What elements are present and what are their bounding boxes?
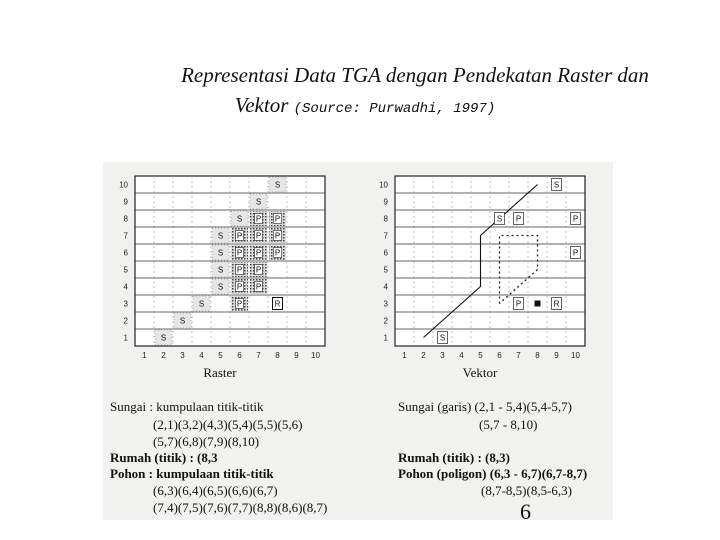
vektor-x-tick: 7 <box>516 351 521 360</box>
vektor-x-tick: 1 <box>402 351 407 360</box>
vektor-y-tick: 1 <box>383 333 388 343</box>
raster-cell-letter: P <box>255 214 262 224</box>
raster-y-tick: 9 <box>123 197 128 207</box>
vektor-y-tick: 7 <box>383 231 388 241</box>
raster-y-tick: 1 <box>123 333 128 343</box>
raster-x-tick: 1 <box>142 351 147 360</box>
raster-cell-letter: S <box>217 265 224 275</box>
vektor-label-letter: S <box>439 333 446 343</box>
vektor-x-tick: 2 <box>421 351 426 360</box>
raster-cell-letter: P <box>236 282 243 292</box>
vektor-x-tick: 5 <box>478 351 483 360</box>
raster-y-tick: 5 <box>123 265 128 275</box>
vektor-label-letter: S <box>553 180 560 190</box>
raster-cell-letter: S <box>179 316 186 326</box>
raster-cell-letter: P <box>236 299 243 309</box>
raster-cell-letter: S <box>217 231 224 241</box>
vektor-x-tick: 9 <box>554 351 559 360</box>
vektor-x-tick: 4 <box>459 351 464 360</box>
vektor-label-letter: P <box>515 214 522 224</box>
raster-cell-letter: P <box>274 231 281 241</box>
raster-cell-letter: R <box>274 299 281 309</box>
legend-vektor-line-3: Rumah (titik) : (8,3) <box>398 450 510 465</box>
raster-cell-letter: S <box>160 333 167 343</box>
vektor-x-tick: 6 <box>497 351 502 360</box>
legend-raster-line-1: Sungai : kumpulaan titik-titik <box>110 399 264 414</box>
vektor-label-letter: S <box>496 214 503 224</box>
raster-y-tick: 3 <box>123 299 128 309</box>
raster-cell-letter: P <box>236 265 243 275</box>
title-source: (Source: Purwadhi, 1997) <box>293 101 496 117</box>
raster-axis-title: Raster <box>203 365 237 380</box>
page-number: 6 <box>520 499 531 524</box>
vektor-y-tick: 5 <box>383 265 388 275</box>
legend-raster-line-7: (7,4)(7,5)(7,6)(7,7)(8,8)(8,6)(8,7) <box>153 500 328 515</box>
legend-vektor-line-5: (8,7-8,5)(8,5-6,3) <box>481 483 572 498</box>
raster-x-tick: 10 <box>311 351 320 360</box>
vektor-house-point <box>535 301 541 307</box>
title-vektor: Vektor <box>234 93 289 117</box>
raster-cell-letter: P <box>274 248 281 258</box>
legend-raster-line-4: Rumah (titik) : (8,3 <box>110 450 218 465</box>
legend-raster-line-2: (2,1)(3,2)(4,3)(5,4)(5,5)(5,6) <box>153 417 303 432</box>
vektor-y-tick: 9 <box>383 197 388 207</box>
scanned-figure <box>103 162 613 520</box>
vektor-y-tick: 2 <box>383 316 388 326</box>
raster-y-tick: 2 <box>123 316 128 326</box>
raster-cell-letter: P <box>236 231 243 241</box>
raster-y-tick: 8 <box>123 214 128 224</box>
legend-vektor-line-2: (5,7 - 8,10) <box>479 417 538 432</box>
raster-cell-letter: S <box>236 214 243 224</box>
raster-y-tick: 6 <box>123 248 128 258</box>
slide-title <box>0 60 720 124</box>
raster-cell-letter: S <box>255 197 262 207</box>
legend-raster-line-6: (6,3)(6,4)(6,5)(6,6)(6,7) <box>153 483 278 498</box>
vektor-y-tick: 6 <box>383 248 388 258</box>
raster-cell-letter: S <box>198 299 205 309</box>
raster-cell-letter: S <box>217 282 224 292</box>
legend-vektor-line-4: Pohon (poligon) (6,3 - 6,7)(6,7-8,7) <box>398 466 588 481</box>
raster-cell-letter: P <box>255 265 262 275</box>
legend-raster-line-5: Pohon : kumpulaan titik-titik <box>110 466 274 481</box>
vektor-y-tick: 3 <box>383 299 388 309</box>
vektor-x-tick: 8 <box>535 351 540 360</box>
raster-x-tick: 3 <box>180 351 185 360</box>
raster-x-tick: 4 <box>199 351 204 360</box>
raster-y-tick: 4 <box>123 282 128 292</box>
vektor-axis-title: Vektor <box>462 365 498 380</box>
raster-y-tick: 10 <box>119 180 128 190</box>
raster-cell-letter: P <box>255 282 262 292</box>
vektor-label-letter: P <box>572 214 579 224</box>
raster-x-tick: 8 <box>275 351 280 360</box>
legend-vektor-line-1: Sungai (garis) (2,1 - 5,4)(5,4-5,7) <box>398 399 573 414</box>
raster-cell-letter: P <box>236 248 243 258</box>
vektor-x-tick: 10 <box>571 351 580 360</box>
legend-raster-line-3: (5,7)(6,8)(7,9)(8,10) <box>153 434 260 449</box>
raster-cell-letter: S <box>217 248 224 258</box>
vektor-label-letter: P <box>515 299 522 309</box>
raster-cell-letter: P <box>255 231 262 241</box>
vektor-y-tick: 10 <box>379 180 388 190</box>
raster-x-tick: 2 <box>161 351 166 360</box>
vektor-y-tick: 4 <box>383 282 388 292</box>
raster-x-tick: 9 <box>294 351 299 360</box>
raster-y-tick: 7 <box>123 231 128 241</box>
raster-cell-letter: S <box>274 180 281 190</box>
vektor-label-letter: P <box>572 248 579 258</box>
raster-cell-letter: P <box>274 214 281 224</box>
title-line-2 <box>0 90 720 124</box>
raster-x-tick: 7 <box>256 351 261 360</box>
raster-cell-letter: P <box>255 248 262 258</box>
vektor-y-tick: 8 <box>383 214 388 224</box>
vektor-label-letter: R <box>553 299 560 309</box>
vektor-x-tick: 3 <box>440 351 445 360</box>
raster-x-tick: 5 <box>218 351 223 360</box>
title-line-1: Representasi Data TGA dengan Pendekatan Raster dan <box>181 63 649 87</box>
raster-x-tick: 6 <box>237 351 242 360</box>
